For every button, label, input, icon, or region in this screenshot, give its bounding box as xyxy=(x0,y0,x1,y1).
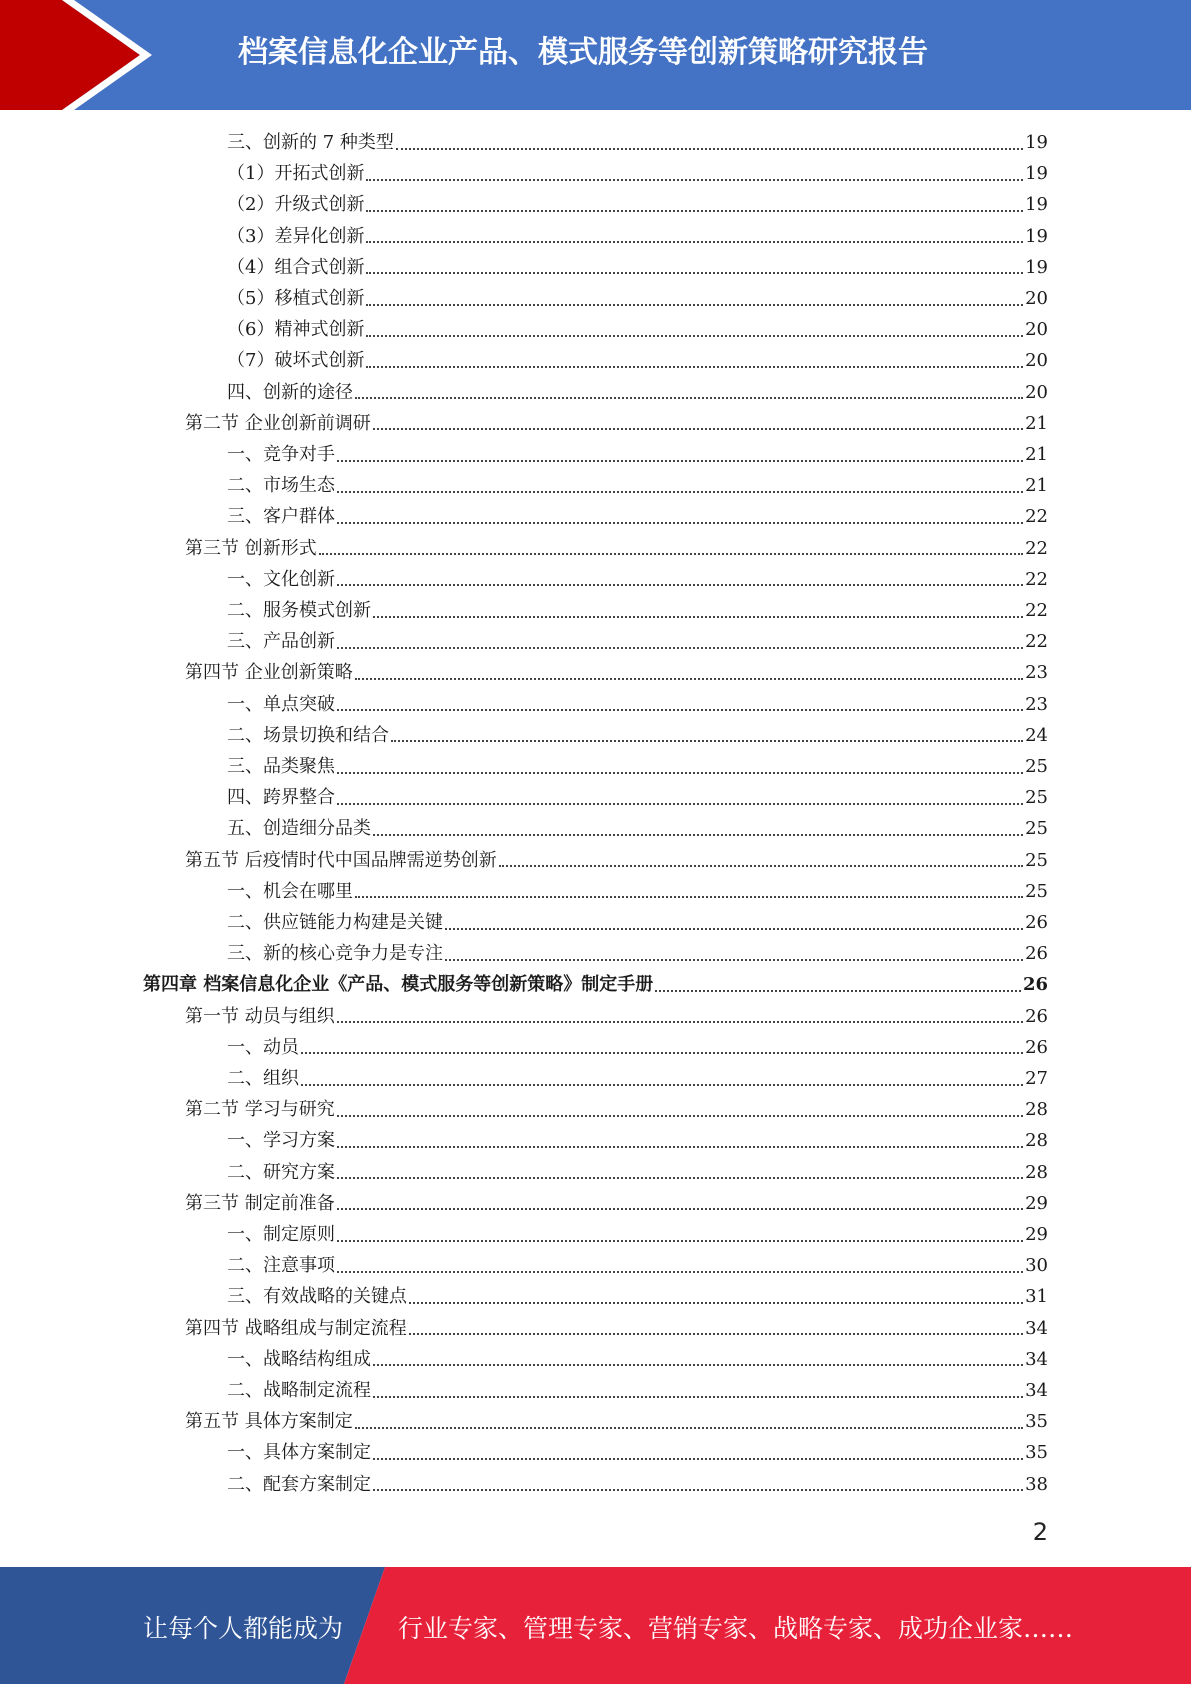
toc-entry-label: 第五节 具体方案制定 xyxy=(185,1411,353,1433)
toc-entry[interactable] xyxy=(227,813,1048,844)
toc-leader-dots xyxy=(337,1271,1023,1273)
toc-entry[interactable] xyxy=(227,158,1048,189)
toc-entry[interactable] xyxy=(227,127,1048,158)
toc-entry-page: 23 xyxy=(1025,693,1048,715)
toc-entry[interactable] xyxy=(185,845,1048,876)
toc-entry-label: 三、新的核心竞争力是专注 xyxy=(227,943,443,965)
toc-leader-dots xyxy=(355,896,1023,898)
toc-entry-label: 二、配套方案制定 xyxy=(227,1473,371,1495)
toc-entry-page: 26 xyxy=(1025,943,1048,965)
toc-entry[interactable] xyxy=(227,189,1048,220)
toc-entry-page: 23 xyxy=(1025,662,1048,684)
toc-entry-label: 二、供应链能力构建是关键 xyxy=(227,912,443,933)
toc-leader-dots xyxy=(391,740,1023,742)
toc-entry-page: 25 xyxy=(1025,787,1048,809)
toc-leader-dots xyxy=(373,834,1023,836)
toc-entry[interactable] xyxy=(227,1032,1048,1063)
toc-entry-label: 三、品类聚焦 xyxy=(227,756,335,777)
toc-leader-dots xyxy=(337,460,1023,462)
toc-entry[interactable] xyxy=(227,470,1048,501)
toc-leader-dots xyxy=(337,1115,1023,1117)
toc-entry[interactable] xyxy=(143,969,1048,1000)
toc-entry-label: 三、客户群体 xyxy=(227,506,335,528)
toc-leader-dots xyxy=(337,491,1023,493)
toc-entry[interactable] xyxy=(227,595,1048,626)
toc-entry-page: 29 xyxy=(1025,1192,1048,1214)
toc-entry-label: （4）组合式创新 xyxy=(227,256,365,278)
toc-leader-dots xyxy=(366,179,1023,181)
toc-entry-page: 19 xyxy=(1025,194,1048,216)
toc-entry[interactable] xyxy=(185,408,1048,439)
page-number: 2 xyxy=(1032,1518,1048,1546)
toc-leader-dots xyxy=(301,1084,1023,1086)
toc-entry-page: 34 xyxy=(1025,1380,1048,1401)
toc-entry[interactable] xyxy=(227,314,1048,345)
toc-entry-page: 24 xyxy=(1025,724,1048,746)
toc-entry-page: 19 xyxy=(1025,225,1048,247)
toc-entry[interactable] xyxy=(185,1313,1048,1344)
toc-entry-page: 26 xyxy=(1022,974,1048,996)
toc-entry[interactable] xyxy=(227,1344,1048,1375)
report-title: 档案信息化企业产品、模式服务等创新策略研究报告 xyxy=(238,35,928,70)
toc-entry[interactable] xyxy=(227,1157,1048,1188)
toc-entry-label: 二、场景切换和结合 xyxy=(227,724,389,746)
toc-leader-dots xyxy=(366,210,1023,212)
toc-entry-label: 第二节 企业创新前调研 xyxy=(185,412,371,434)
toc-entry[interactable] xyxy=(227,1219,1048,1250)
toc-entry-page: 20 xyxy=(1025,381,1048,403)
toc-entry[interactable] xyxy=(227,252,1048,283)
toc-entry-label: 一、单点突破 xyxy=(227,693,335,715)
toc-entry-label: 一、制定原则 xyxy=(227,1224,335,1245)
toc-entry[interactable] xyxy=(185,657,1048,688)
toc-entry-page: 26 xyxy=(1025,912,1048,933)
toc-entry-page: 20 xyxy=(1025,288,1048,309)
toc-entry[interactable] xyxy=(227,564,1048,595)
toc-entry-page: 28 xyxy=(1025,1130,1048,1152)
toc-entry-label: 第四节 企业创新策略 xyxy=(185,662,353,684)
toc-entry-page: 34 xyxy=(1025,1317,1048,1339)
toc-entry-label: 二、服务模式创新 xyxy=(227,600,371,621)
toc-entry[interactable] xyxy=(227,689,1048,720)
toc-leader-dots xyxy=(445,959,1023,961)
toc-leader-dots xyxy=(337,772,1023,774)
toc-entry-label: 二、注意事项 xyxy=(227,1255,335,1277)
toc-entry[interactable] xyxy=(227,782,1048,813)
footer-slogan-left: 让每个人都能成为 xyxy=(143,1614,344,1643)
toc-entry[interactable] xyxy=(227,1375,1048,1406)
toc-entry-label: 二、战略制定流程 xyxy=(227,1380,371,1401)
toc-entry-label: 第一节 动员与组织 xyxy=(185,1005,335,1027)
toc-entry-page: 21 xyxy=(1025,444,1048,465)
toc-entry-page: 25 xyxy=(1025,880,1048,902)
toc-entry-page: 20 xyxy=(1025,350,1048,372)
toc-leader-dots xyxy=(319,553,1023,555)
toc-leader-dots xyxy=(355,397,1023,399)
toc-entry-label: 四、创新的途径 xyxy=(227,381,353,403)
toc-leader-dots xyxy=(366,241,1023,243)
toc-entry-label: （1）开拓式创新 xyxy=(227,163,365,185)
toc-entry-label: 一、具体方案制定 xyxy=(227,1442,371,1464)
toc-entry-page: 21 xyxy=(1025,475,1048,497)
toc-leader-dots xyxy=(366,366,1023,368)
toc-leader-dots xyxy=(373,1364,1023,1366)
toc-leader-dots xyxy=(373,616,1023,618)
toc-entry-label: 二、市场生态 xyxy=(227,475,335,497)
toc-entry-page: 27 xyxy=(1025,1068,1048,1089)
toc-leader-dots xyxy=(409,1333,1023,1335)
toc-entry-label: 三、有效战略的关键点 xyxy=(227,1286,407,1308)
toc-entry-label: 三、创新的 7 种类型 xyxy=(227,132,394,153)
toc-entry-label: 一、文化创新 xyxy=(227,568,335,590)
toc-entry[interactable] xyxy=(227,876,1048,907)
toc-entry-page: 34 xyxy=(1025,1348,1048,1370)
toc-entry-page: 25 xyxy=(1025,756,1048,777)
toc-leader-dots xyxy=(366,335,1023,337)
toc-entry-label: 第三节 制定前准备 xyxy=(185,1192,335,1214)
toc-entry-page: 21 xyxy=(1025,412,1048,434)
toc-entry[interactable] xyxy=(227,1125,1048,1156)
toc-leader-dots xyxy=(373,1396,1023,1398)
toc-entry[interactable] xyxy=(227,439,1048,470)
toc-entry-label: 第四节 战略组成与制定流程 xyxy=(185,1317,407,1339)
toc-entry-label: 二、研究方案 xyxy=(227,1161,335,1183)
toc-entry[interactable] xyxy=(227,501,1048,532)
toc-leader-dots xyxy=(445,928,1023,930)
toc-entry-label: 一、战略结构组成 xyxy=(227,1348,371,1370)
toc-leader-dots xyxy=(337,1021,1023,1023)
toc-entry[interactable] xyxy=(227,1469,1048,1500)
toc-entry-label: 四、跨界整合 xyxy=(227,787,335,809)
toc-entry[interactable] xyxy=(185,1094,1048,1125)
toc-entry-label: （7）破坏式创新 xyxy=(227,350,365,372)
toc-entry[interactable] xyxy=(227,377,1048,408)
toc-entry-page: 22 xyxy=(1025,568,1048,590)
toc-entry[interactable] xyxy=(185,1001,1048,1032)
toc-entry-label: （3）差异化创新 xyxy=(227,225,365,247)
toc-entry-page: 22 xyxy=(1025,600,1048,621)
toc-entry-page: 19 xyxy=(1025,256,1048,278)
toc-entry-page: 26 xyxy=(1025,1005,1048,1027)
toc-entry[interactable] xyxy=(227,345,1048,376)
toc-entry-label: 三、产品创新 xyxy=(227,631,335,653)
toc-leader-dots xyxy=(337,1240,1023,1242)
toc-leader-dots xyxy=(655,990,1021,992)
toc-entry[interactable] xyxy=(185,533,1048,564)
toc-entry-page: 35 xyxy=(1025,1411,1048,1433)
footer-slogan-right: 行业专家、管理专家、营销专家、战略专家、成功企业家…… xyxy=(398,1614,1074,1643)
toc-leader-dots xyxy=(499,865,1023,867)
toc-leader-dots xyxy=(337,1177,1023,1179)
toc-leader-dots xyxy=(366,304,1023,306)
toc-entry-label: 第三节 创新形式 xyxy=(185,537,317,559)
toc-entry-page: 31 xyxy=(1025,1286,1048,1308)
toc-entry[interactable] xyxy=(227,720,1048,751)
toc-entry[interactable] xyxy=(227,626,1048,657)
toc-leader-dots xyxy=(355,1427,1023,1429)
toc-entry-page: 35 xyxy=(1025,1442,1048,1464)
toc-entry-label: （2）升级式创新 xyxy=(227,194,365,216)
toc-entry-page: 30 xyxy=(1025,1255,1048,1277)
toc-leader-dots xyxy=(355,678,1023,680)
toc-leader-dots xyxy=(373,1458,1023,1460)
toc-entry[interactable] xyxy=(185,1188,1048,1219)
toc-entry[interactable] xyxy=(227,938,1048,969)
toc-entry-page: 22 xyxy=(1025,506,1048,528)
toc-entry-page: 20 xyxy=(1025,319,1048,341)
toc-leader-dots xyxy=(337,1146,1023,1148)
page-footer xyxy=(0,1567,1191,1684)
toc-entry[interactable] xyxy=(227,1250,1048,1281)
toc-entry-label: 一、学习方案 xyxy=(227,1130,335,1152)
toc-entry-page: 19 xyxy=(1025,132,1048,153)
toc-entry-page: 25 xyxy=(1025,818,1048,840)
toc-entry-page: 25 xyxy=(1025,849,1048,871)
toc-entry-page: 38 xyxy=(1025,1473,1048,1495)
toc-entry-page: 26 xyxy=(1025,1036,1048,1058)
toc-entry-label: （6）精神式创新 xyxy=(227,319,365,341)
toc-entry-page: 28 xyxy=(1025,1099,1048,1121)
toc-leader-dots xyxy=(337,803,1023,805)
toc-leader-dots xyxy=(337,522,1023,524)
toc-entry[interactable] xyxy=(227,283,1048,314)
toc-leader-dots xyxy=(409,1302,1023,1304)
toc-entry-page: 19 xyxy=(1025,163,1048,185)
toc-entry-label: （5）移植式创新 xyxy=(227,288,365,309)
toc-leader-dots xyxy=(337,1208,1023,1210)
toc-entry-page: 28 xyxy=(1025,1161,1048,1183)
toc-leader-dots xyxy=(337,584,1023,586)
toc-entry-label: 一、竞争对手 xyxy=(227,444,335,465)
toc-entry-label: 一、动员 xyxy=(227,1036,299,1058)
toc-entry[interactable] xyxy=(227,1063,1048,1094)
toc-entry-label: 二、组织 xyxy=(227,1068,299,1089)
toc-leader-dots xyxy=(396,148,1023,150)
toc-entry[interactable] xyxy=(227,221,1048,252)
toc-leader-dots xyxy=(337,647,1023,649)
toc-entry-label: 一、机会在哪里 xyxy=(227,880,353,902)
toc-entry-page: 22 xyxy=(1025,631,1048,653)
toc-entry[interactable] xyxy=(185,1406,1048,1437)
toc-entry-label: 五、创造细分品类 xyxy=(227,818,371,840)
toc-leader-dots xyxy=(373,428,1023,430)
toc-entry[interactable] xyxy=(227,1437,1048,1468)
toc-entry-label: 第二节 学习与研究 xyxy=(185,1099,335,1121)
toc-leader-dots xyxy=(337,709,1023,711)
toc-entry[interactable] xyxy=(227,907,1048,938)
toc-entry[interactable] xyxy=(227,1281,1048,1312)
toc-entry-page: 22 xyxy=(1025,537,1048,559)
toc-entry[interactable] xyxy=(227,751,1048,782)
toc-entry-label: 第五节 后疫情时代中国品牌需逆势创新 xyxy=(185,849,497,871)
toc-entry-page: 29 xyxy=(1025,1224,1048,1245)
toc-leader-dots xyxy=(373,1489,1023,1491)
toc-leader-dots xyxy=(301,1052,1023,1054)
toc-leader-dots xyxy=(366,272,1023,274)
toc-entry-label: 第四章 档案信息化企业《产品、模式服务等创新策略》制定手册 xyxy=(143,974,654,996)
page-header xyxy=(0,0,1191,110)
